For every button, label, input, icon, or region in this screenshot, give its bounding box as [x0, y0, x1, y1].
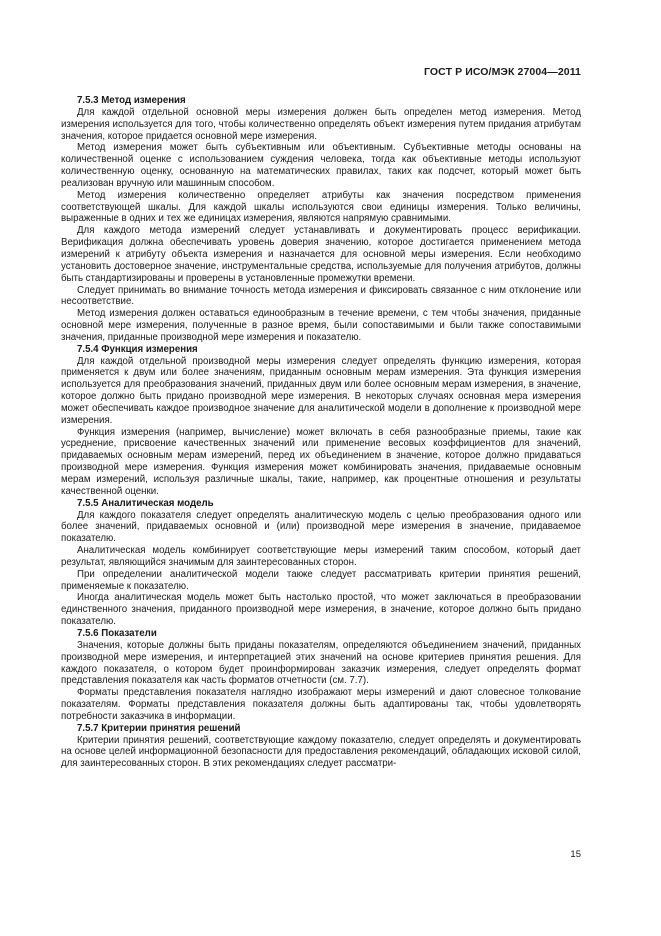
page-number: 15	[570, 849, 581, 860]
paragraph: Следует принимать во внимание точность метода измерения и фиксировать связанное с ним отклонение или несоответствие.	[61, 284, 581, 308]
paragraph: Функция измерения (например, вычисление) может включать в себя разнообразные приемы, такие как усреднение, присвоение качественных значений или применение весовых коэффициентов для значений, придаваемых основным мерам измерений, перед их объединением в значение, которое должно придаваться производной мере измерения. Функция измерения может комбинировать значения, придаваемые основным мерам измерений, используя различные шкалы, такие, например, как процентные отношения и результаты качественной оценки.	[61, 426, 581, 497]
section-heading-7-5-7: 7.5.7 Критерии принятия решений	[77, 722, 241, 734]
paragraph: Метод измерения должен оставаться единообразным в течение времени, с тем чтобы значения, приданные основной мере измерения, полученные в разное время, были сопоставимыми и были также сопоставимыми значения, приданные производной мере измерения и показателю.	[61, 308, 581, 343]
document-body	[61, 95, 581, 770]
paragraph: Иногда аналитическая модель может быть настолько простой, что может заключаться в преобразовании единственного значения, приданного производной мере измерения, в значение, которое должно быть придано показателю.	[61, 592, 581, 628]
paragraph: Для каждого показателя следует определять аналитическую модель с целью преобразования одного или более значений, придаваемых основной и (или) производной мере измерения в значение, придаваемое показателю.	[61, 509, 581, 545]
paragraph: Аналитическая модель комбинирует соответствующие меры измерений таким способом, который дает результат, являющийся значимым для заинтересованных сторон.	[61, 545, 581, 568]
section-heading-7-5-5: 7.5.5 Аналитическая модель	[77, 497, 214, 509]
paragraph: Форматы представления показателя наглядно изображают меры измерений и дают словесное толкование показателям. Форматы представления показателя должны быть адаптированы так, чтобы удовлетворять потребности заказчика в информации.	[61, 687, 581, 722]
paragraph: Критерии принятия решений, соответствующие каждому показателю, следует определять и документировать на основе целей информационной безопасности для предоставления рекомендаций, обладающих исковой силой, для заинтересованных сторон. В этих рекомендациях следует рассматри-	[61, 734, 581, 770]
paragraph: Метод измерения может быть субъективным или объективным. Субъективные методы основаны на количественной оценке с использованием суждения человека, тогда как объективные методы используют количественную оценку, основанную на математических правилах, таких как подсчет, который может быть реализован вручную или машинным способом.	[61, 142, 581, 189]
section-heading-7-5-3: 7.5.3 Метод измерения	[77, 95, 186, 106]
document-header: ГОСТ Р ИСО/МЭК 27004—2011	[423, 66, 581, 78]
paragraph: Для каждой отдельной основной меры измерения должен быть определен метод измерения. Метод измерения используется для того, чтобы количественно определять объект измерения путем придания атрибутам значения, которое придается основной мере измерения.	[61, 106, 581, 142]
paragraph: Для каждого метода измерений следует устанавливать и документировать процесс верификации. Верификация должна обеспечивать уровень доверия значению, которое достигается применением метода измерений к атрибуту объекта измерения и назначается для основной меры измерения. Если необходимо установить достоверное значение, инструментальные средства, используемые для получения атрибутов, должны быть стандартизированы и проверены в установленные промежутки времени.	[61, 225, 581, 284]
paragraph: При определении аналитической модели также следует рассматривать критерии принятия решений, применяемые к показателю.	[61, 568, 581, 592]
paragraph: Для каждой отдельной производной меры измерения следует определять функцию измерения, которая применяется к двум или более значениям, приданным основным мерам измерения. Эта функция измерения используется для преобразования значений, приданных двум или более основным мерам измерения, в значение, которое должно быть придано производной мере измерения. В некоторых случаях основная мера измерения может обеспечивать каждое производное значение для аналитической модели в дополнение к производной мере измерения.	[61, 355, 581, 426]
section-heading-7-5-4: 7.5.4 Функция измерения	[77, 343, 198, 355]
paragraph: Значения, которые должны быть приданы показателям, определяются объединением значений, приданных производной мере измерения, и интерпретацией этих значений на основе критериев принятия решения. Для каждого показателя, о котором будет проинформирован заказчик измерения, следует определять формат представления показателя как часть форматов отчетности (см. 7.7).	[61, 639, 581, 687]
paragraph: Метод измерения количественно определяет атрибуты как значения посредством применения соответствующей шкалы. Для каждой шкалы используются свои единицы измерения. Только величины, выраженные в одних и тех же единицах измерения, являются напрямую сравнимыми.	[61, 189, 581, 225]
section-heading-7-5-6: 7.5.6 Показатели	[77, 627, 157, 639]
